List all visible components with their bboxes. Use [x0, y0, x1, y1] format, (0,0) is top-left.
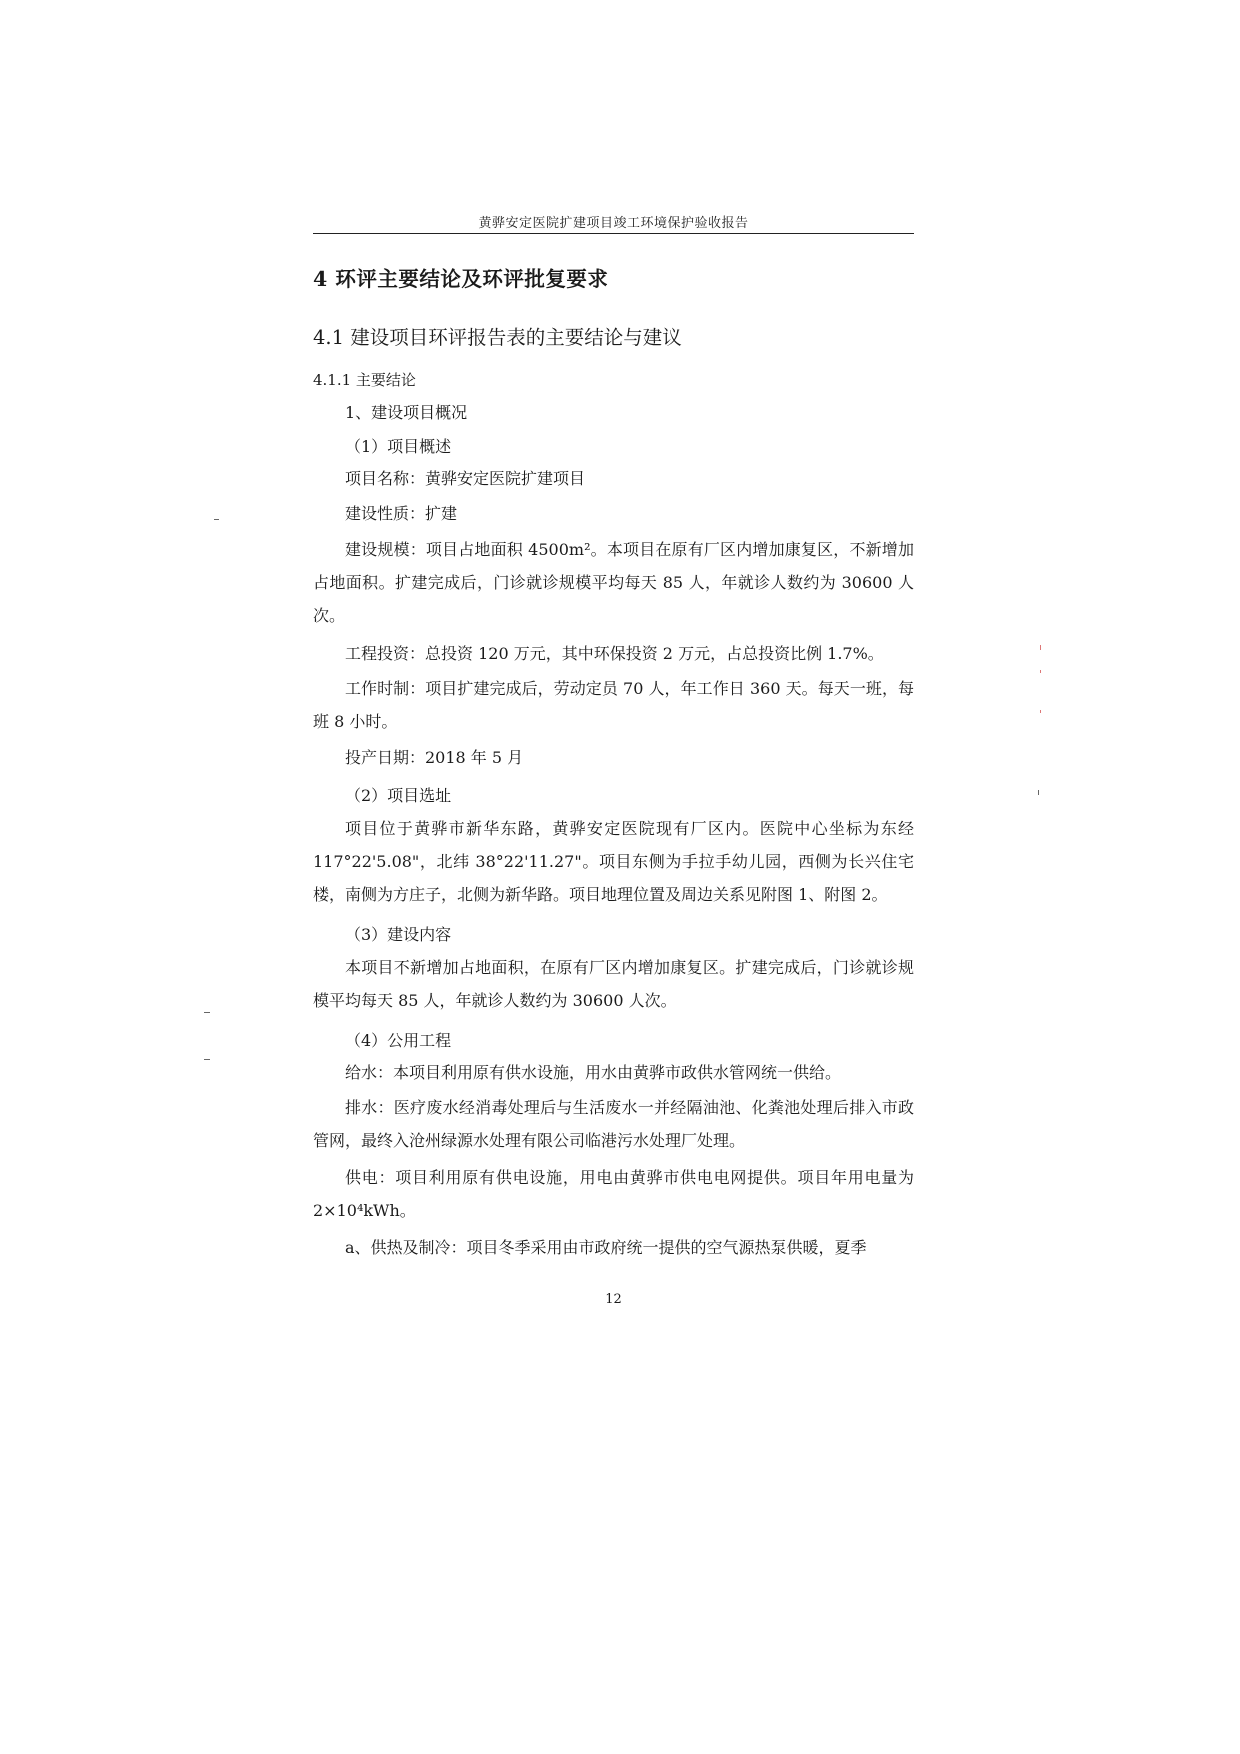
scan-speck [214, 519, 219, 520]
paragraph-drainage: 排水：医疗废水经消毒处理后与生活废水一并经隔油池、化粪池处理后排入市政管网，最终入沧州绿源水处理有限公司临港污水处理厂处理。 [313, 1098, 914, 1150]
scan-speck [1040, 710, 1041, 713]
subsection-heading: 4.1.1 主要结论 [313, 371, 416, 389]
paragraph-water-supply: 给水：本项目利用原有供水设施，用水由黄骅市政供水管网统一供给。 [345, 1063, 842, 1082]
item-heading-overview: 1、建设项目概况 [345, 403, 468, 422]
scan-speck [1040, 645, 1041, 650]
paragraph-location: 项目位于黄骅市新华东路，黄骅安定医院现有厂区内。医院中心坐标为东经 117°22'5.08"，北纬 38°22'11.27"。项目东侧为手拉手幼儿园，西侧为长兴住宅楼，南侧为方庄子，北侧为新华路。项目地理位置及周边关系见附图 1、附图 2。 [313, 819, 914, 904]
scan-speck [1038, 790, 1039, 795]
scan-speck [204, 1059, 210, 1060]
page-number: 12 [605, 1292, 622, 1307]
running-header: 黄骅安定医院扩建项目竣工环境保护验收报告 [478, 216, 749, 231]
header-rule [313, 233, 914, 234]
paragraph-scale: 建设规模：项目占地面积 4500m²。本项目在原有厂区内增加康复区，不新增加占地面积。扩建完成后，门诊就诊规模平均每天 85 人，年就诊人数约为 30600 人次。 [313, 540, 914, 625]
chapter-heading: 4 环评主要结论及环评批复要求 [313, 267, 609, 291]
paragraph-power: 供电：项目利用原有供电设施，用电由黄骅市供电电网提供。项目年用电量为 2×10⁴kWh。 [313, 1168, 914, 1220]
paragraph-project-name: 项目名称：黄骅安定医院扩建项目 [345, 469, 586, 488]
paragraph-content: 本项目不新增加占地面积，在原有厂区内增加康复区。扩建完成后，门诊就诊规模平均每天 85 人，年就诊人数约为 30600 人次。 [313, 958, 914, 1010]
paragraph-start-date: 投产日期：2018 年 5 月 [345, 748, 524, 767]
section-heading: 4.1 建设项目环评报告表的主要结论与建议 [313, 326, 682, 349]
subitem-heading-location: （2）项目选址 [345, 786, 452, 805]
subitem-heading-utilities: （4）公用工程 [345, 1031, 452, 1050]
scan-speck [1040, 670, 1041, 673]
scan-speck [204, 1012, 210, 1013]
subitem-heading-content: （3）建设内容 [345, 925, 452, 944]
paragraph-nature: 建设性质：扩建 [345, 504, 458, 523]
subitem-heading-summary: （1）项目概述 [345, 437, 452, 456]
paragraph-heating: a、供热及制冷：项目冬季采用由市政府统一提供的空气源热泵供暖，夏季 [345, 1238, 867, 1257]
paragraph-investment: 工程投资：总投资 120 万元，其中环保投资 2 万元，占总投资比例 1.7%。 [345, 644, 884, 663]
paragraph-work-time: 工作时制：项目扩建完成后，劳动定员 70 人，年工作日 360 天。每天一班，每班 8 小时。 [313, 679, 914, 731]
